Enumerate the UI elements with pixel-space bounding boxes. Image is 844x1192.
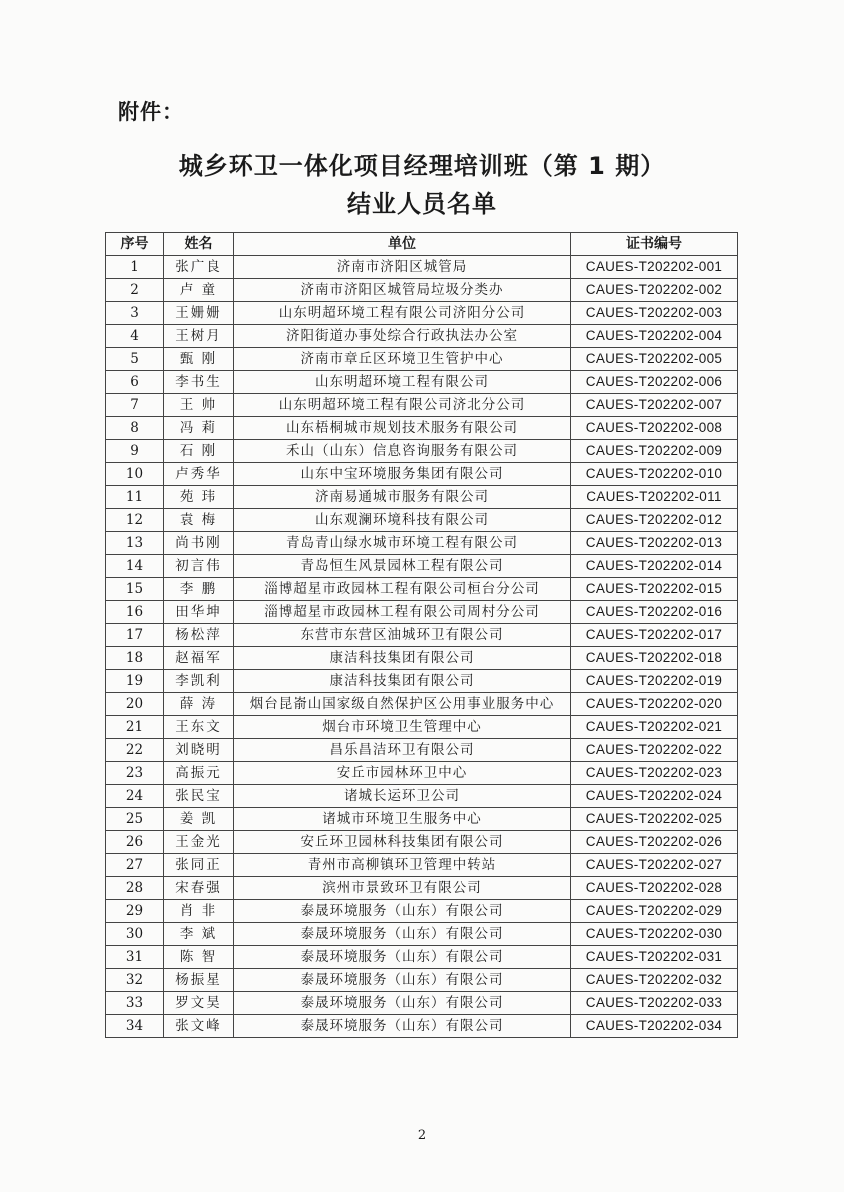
table-header-row xyxy=(106,233,738,256)
row-certificate: CAUES-T202202-017 xyxy=(571,624,738,647)
row-certificate: CAUES-T202202-006 xyxy=(571,371,738,394)
row-certificate: CAUES-T202202-009 xyxy=(571,440,738,463)
table-row xyxy=(106,647,738,670)
row-seq: 30 xyxy=(106,923,164,946)
table-row xyxy=(106,854,738,877)
row-certificate: CAUES-T202202-005 xyxy=(571,348,738,371)
row-seq: 17 xyxy=(106,624,164,647)
row-seq: 18 xyxy=(106,647,164,670)
row-unit: 济南市章丘区环境卫生管护中心 xyxy=(234,348,571,371)
row-seq: 8 xyxy=(106,417,164,440)
row-seq: 23 xyxy=(106,762,164,785)
table-row xyxy=(106,969,738,992)
row-seq: 27 xyxy=(106,854,164,877)
row-unit: 烟台昆嵛山国家级自然保护区公用事业服务中心 xyxy=(234,693,571,716)
row-unit: 安丘市园林环卫中心 xyxy=(234,762,571,785)
row-name: 尚书刚 xyxy=(164,532,234,555)
row-unit: 山东明超环境工程有限公司济阳分公司 xyxy=(234,302,571,325)
row-certificate: CAUES-T202202-020 xyxy=(571,693,738,716)
row-seq: 34 xyxy=(106,1015,164,1038)
row-certificate: CAUES-T202202-031 xyxy=(571,946,738,969)
row-certificate: CAUES-T202202-022 xyxy=(571,739,738,762)
row-unit: 山东梧桐城市规划技术服务有限公司 xyxy=(234,417,571,440)
document-subtitle: 结业人员名单 xyxy=(347,190,497,218)
row-name: 卢 童 xyxy=(164,279,234,302)
row-certificate: CAUES-T202202-002 xyxy=(571,279,738,302)
table-row xyxy=(106,624,738,647)
row-unit: 济南市济阳区城管局垃圾分类办 xyxy=(234,279,571,302)
row-name: 陈 智 xyxy=(164,946,234,969)
graduate-roster-table xyxy=(105,232,738,1038)
table-row xyxy=(106,716,738,739)
table-row xyxy=(106,946,738,969)
row-certificate: CAUES-T202202-024 xyxy=(571,785,738,808)
table-row xyxy=(106,808,738,831)
table-row xyxy=(106,325,738,348)
row-name: 李凯利 xyxy=(164,670,234,693)
row-name: 赵福军 xyxy=(164,647,234,670)
row-seq: 4 xyxy=(106,325,164,348)
attachment-label: 附件： xyxy=(118,100,184,124)
row-unit: 山东观澜环境科技有限公司 xyxy=(234,509,571,532)
row-seq: 25 xyxy=(106,808,164,831)
row-seq: 9 xyxy=(106,440,164,463)
row-seq: 31 xyxy=(106,946,164,969)
table-row xyxy=(106,279,738,302)
row-name: 王 帅 xyxy=(164,394,234,417)
table-row xyxy=(106,302,738,325)
row-name: 苑 玮 xyxy=(164,486,234,509)
row-certificate: CAUES-T202202-027 xyxy=(571,854,738,877)
page-number: 2 xyxy=(417,1128,427,1143)
row-name: 袁 梅 xyxy=(164,509,234,532)
row-certificate: CAUES-T202202-001 xyxy=(571,256,738,279)
row-name: 石 刚 xyxy=(164,440,234,463)
header-name: 姓名 xyxy=(164,233,234,256)
row-unit: 青岛恒生风景园林工程有限公司 xyxy=(234,555,571,578)
row-name: 张民宝 xyxy=(164,785,234,808)
row-unit: 泰晟环境服务（山东）有限公司 xyxy=(234,923,571,946)
table-row xyxy=(106,256,738,279)
row-name: 冯 莉 xyxy=(164,417,234,440)
row-name: 张文峰 xyxy=(164,1015,234,1038)
row-name: 杨振星 xyxy=(164,969,234,992)
row-unit: 山东明超环境工程有限公司济北分公司 xyxy=(234,394,571,417)
row-certificate: CAUES-T202202-029 xyxy=(571,900,738,923)
row-certificate: CAUES-T202202-030 xyxy=(571,923,738,946)
row-unit: 泰晟环境服务（山东）有限公司 xyxy=(234,969,571,992)
table-row xyxy=(106,900,738,923)
table-row xyxy=(106,877,738,900)
row-certificate: CAUES-T202202-004 xyxy=(571,325,738,348)
row-name: 田华坤 xyxy=(164,601,234,624)
table-row xyxy=(106,762,738,785)
row-unit: 诸城长运环卫公司 xyxy=(234,785,571,808)
table-row xyxy=(106,348,738,371)
row-unit: 泰晟环境服务（山东）有限公司 xyxy=(234,900,571,923)
row-unit: 东营市东营区油城环卫有限公司 xyxy=(234,624,571,647)
row-name: 宋春强 xyxy=(164,877,234,900)
row-certificate: CAUES-T202202-028 xyxy=(571,877,738,900)
row-seq: 6 xyxy=(106,371,164,394)
row-unit: 济阳街道办事处综合行政执法办公室 xyxy=(234,325,571,348)
row-name: 姜 凯 xyxy=(164,808,234,831)
row-seq: 15 xyxy=(106,578,164,601)
table-row xyxy=(106,739,738,762)
header-seq: 序号 xyxy=(106,233,164,256)
row-certificate: CAUES-T202202-034 xyxy=(571,1015,738,1038)
header-certificate: 证书编号 xyxy=(571,233,738,256)
row-certificate: CAUES-T202202-023 xyxy=(571,762,738,785)
row-unit: 安丘环卫园林科技集团有限公司 xyxy=(234,831,571,854)
table-row xyxy=(106,831,738,854)
row-name: 薛 涛 xyxy=(164,693,234,716)
row-unit: 禾山（山东）信息咨询服务有限公司 xyxy=(234,440,571,463)
row-name: 李 鹏 xyxy=(164,578,234,601)
row-unit: 烟台市环境卫生管理中心 xyxy=(234,716,571,739)
row-seq: 32 xyxy=(106,969,164,992)
table-row xyxy=(106,923,738,946)
row-certificate: CAUES-T202202-003 xyxy=(571,302,738,325)
table-row xyxy=(106,394,738,417)
row-name: 王树月 xyxy=(164,325,234,348)
row-certificate: CAUES-T202202-033 xyxy=(571,992,738,1015)
row-certificate: CAUES-T202202-014 xyxy=(571,555,738,578)
row-certificate: CAUES-T202202-021 xyxy=(571,716,738,739)
row-seq: 21 xyxy=(106,716,164,739)
row-name: 罗文昊 xyxy=(164,992,234,1015)
table-row xyxy=(106,371,738,394)
row-certificate: CAUES-T202202-019 xyxy=(571,670,738,693)
row-certificate: CAUES-T202202-010 xyxy=(571,463,738,486)
table-row xyxy=(106,670,738,693)
row-unit: 滨州市景致环卫有限公司 xyxy=(234,877,571,900)
row-seq: 3 xyxy=(106,302,164,325)
row-certificate: CAUES-T202202-015 xyxy=(571,578,738,601)
row-seq: 22 xyxy=(106,739,164,762)
row-seq: 10 xyxy=(106,463,164,486)
row-seq: 11 xyxy=(106,486,164,509)
table-row xyxy=(106,578,738,601)
row-unit: 济南易通城市服务有限公司 xyxy=(234,486,571,509)
row-seq: 12 xyxy=(106,509,164,532)
row-unit: 青州市高柳镇环卫管理中转站 xyxy=(234,854,571,877)
row-seq: 1 xyxy=(106,256,164,279)
row-certificate: CAUES-T202202-026 xyxy=(571,831,738,854)
table-row xyxy=(106,992,738,1015)
row-name: 高振元 xyxy=(164,762,234,785)
row-name: 李书生 xyxy=(164,371,234,394)
row-unit: 山东中宝环境服务集团有限公司 xyxy=(234,463,571,486)
table-row xyxy=(106,463,738,486)
row-seq: 26 xyxy=(106,831,164,854)
row-seq: 24 xyxy=(106,785,164,808)
row-seq: 33 xyxy=(106,992,164,1015)
row-unit: 昌乐昌洁环卫有限公司 xyxy=(234,739,571,762)
row-name: 李 斌 xyxy=(164,923,234,946)
row-certificate: CAUES-T202202-011 xyxy=(571,486,738,509)
row-seq: 5 xyxy=(106,348,164,371)
document-title: 城乡环卫一体化项目经理培训班（第 1 期） xyxy=(178,152,666,180)
row-unit: 泰晟环境服务（山东）有限公司 xyxy=(234,992,571,1015)
header-unit: 单位 xyxy=(234,233,571,256)
row-certificate: CAUES-T202202-025 xyxy=(571,808,738,831)
row-seq: 13 xyxy=(106,532,164,555)
row-certificate: CAUES-T202202-032 xyxy=(571,969,738,992)
table-row xyxy=(106,1015,738,1038)
row-name: 王姗姗 xyxy=(164,302,234,325)
row-seq: 29 xyxy=(106,900,164,923)
row-unit: 淄博超星市政园林工程有限公司周村分公司 xyxy=(234,601,571,624)
row-unit: 康洁科技集团有限公司 xyxy=(234,647,571,670)
row-certificate: CAUES-T202202-013 xyxy=(571,532,738,555)
table-row xyxy=(106,693,738,716)
row-certificate: CAUES-T202202-008 xyxy=(571,417,738,440)
row-name: 张广良 xyxy=(164,256,234,279)
row-name: 卢秀华 xyxy=(164,463,234,486)
row-seq: 14 xyxy=(106,555,164,578)
row-seq: 16 xyxy=(106,601,164,624)
row-name: 王金光 xyxy=(164,831,234,854)
table-row xyxy=(106,440,738,463)
row-certificate: CAUES-T202202-012 xyxy=(571,509,738,532)
row-unit: 泰晟环境服务（山东）有限公司 xyxy=(234,1015,571,1038)
row-name: 甄 刚 xyxy=(164,348,234,371)
row-seq: 20 xyxy=(106,693,164,716)
row-unit: 青岛青山绿水城市环境工程有限公司 xyxy=(234,532,571,555)
row-unit: 淄博超星市政园林工程有限公司桓台分公司 xyxy=(234,578,571,601)
table-body xyxy=(106,256,738,1038)
row-unit: 康洁科技集团有限公司 xyxy=(234,670,571,693)
row-name: 肖 非 xyxy=(164,900,234,923)
row-seq: 19 xyxy=(106,670,164,693)
row-unit: 诸城市环境卫生服务中心 xyxy=(234,808,571,831)
row-name: 刘晓明 xyxy=(164,739,234,762)
row-unit: 泰晟环境服务（山东）有限公司 xyxy=(234,946,571,969)
table-row xyxy=(106,417,738,440)
row-unit: 济南市济阳区城管局 xyxy=(234,256,571,279)
table-row xyxy=(106,785,738,808)
row-certificate: CAUES-T202202-007 xyxy=(571,394,738,417)
table-row xyxy=(106,601,738,624)
row-name: 王东文 xyxy=(164,716,234,739)
row-name: 初言伟 xyxy=(164,555,234,578)
table-row xyxy=(106,555,738,578)
row-name: 张同正 xyxy=(164,854,234,877)
table-row xyxy=(106,486,738,509)
row-seq: 2 xyxy=(106,279,164,302)
row-certificate: CAUES-T202202-016 xyxy=(571,601,738,624)
row-seq: 28 xyxy=(106,877,164,900)
row-certificate: CAUES-T202202-018 xyxy=(571,647,738,670)
row-seq: 7 xyxy=(106,394,164,417)
table-row xyxy=(106,509,738,532)
table-row xyxy=(106,532,738,555)
row-name: 杨松萍 xyxy=(164,624,234,647)
row-unit: 山东明超环境工程有限公司 xyxy=(234,371,571,394)
